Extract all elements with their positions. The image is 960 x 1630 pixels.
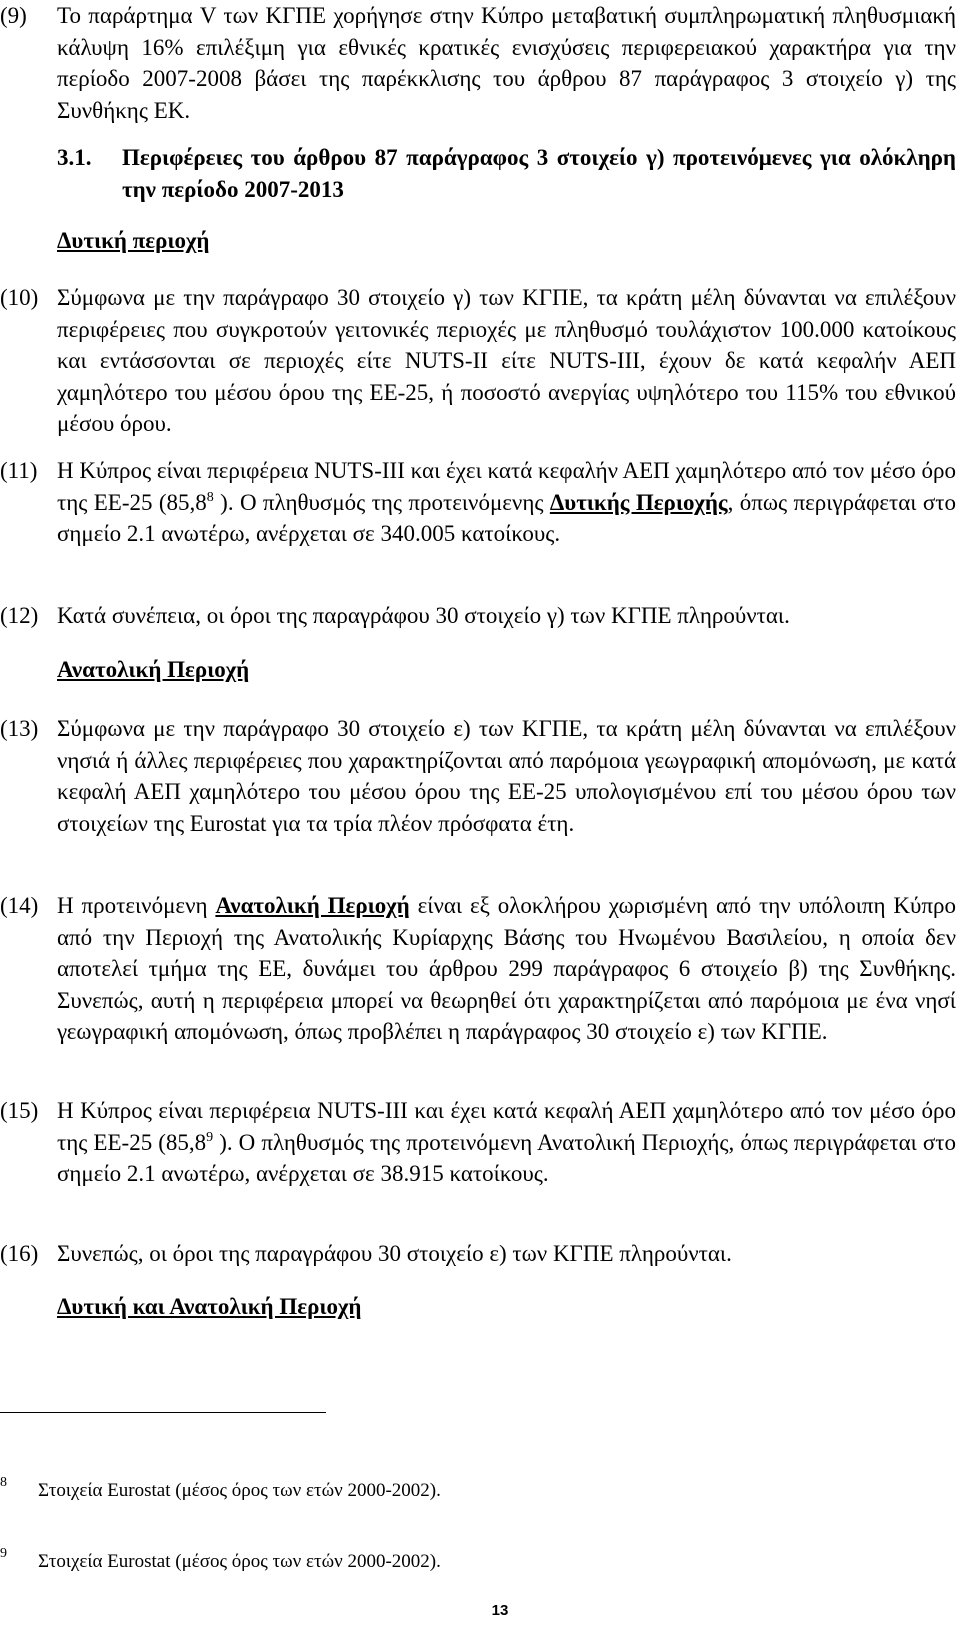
footnote-9 <box>0 1546 441 1574</box>
paragraph-15 <box>0 1095 956 1190</box>
paragraph-text: Η προτεινόμενη Ανατολική Περιοχή είναι εξ ολοκλήρου χωρισμένη από την υπόλοιπη Κύπρο από την Περιοχή της Ανατολικής Κυρίαρχης Βάσης του Ηνωμένου Βασιλείου, η οποία δεν αποτελεί τμήμα της ΕΕ, δυνάμει του άρθρου 299 παράγραφος 6 στοιχείο β) της Συνθήκης. Συνεπώς, αυτή η περιφέρεια μπορεί να θεωρηθεί ότι χαρακτηρίζεται από παρόμοια με ένα νησί γεωγραφική απομόνωση, όπως προβλέπει η παράγραφος 30 στοιχείο ε) των ΚΓΠΕ. <box>57 893 957 1044</box>
paragraph-14 <box>0 890 956 1048</box>
paragraph-text: Συνεπώς, οι όροι της παραγράφου 30 στοιχείο ε) των ΚΓΠΕ πληρούνται. <box>57 1241 732 1266</box>
paragraph-12 <box>0 600 956 632</box>
west-region-bold: Δυτικής Περιοχής <box>549 489 728 515</box>
section-number: 3.1. <box>57 145 92 170</box>
east-region-bold: Ανατολική Περιοχή <box>215 893 410 918</box>
east-region-heading: Ανατολική Περιοχή <box>57 657 250 682</box>
footnote-ref-9: 9 <box>206 1129 214 1145</box>
paragraph-text: Η Κύπρος είναι περιφέρεια NUTS-III και έχει κατά κεφαλή ΑΕΠ χαμηλότερο από τον μέσο όρο της ΕΕ-25 (85,8$^9$ ). Ο πληθυσμός της προτεινόμενη Ανατολική Περιοχής, όπως περιγράφεται στο σημείο 2.1 ανωτέρω, ανέρχεται σε 38.915 κατοίκους. <box>57 1098 956 1186</box>
section-heading <box>57 142 956 205</box>
paragraph-number: (10) <box>0 285 39 310</box>
footnote-text: Στοιχεία Eurostat (μέσος όρος των ετών 2000-2002). <box>38 1480 441 1501</box>
paragraph-text: Το παράρτημα V των ΚΓΠΕ χορήγησε στην Κύπρο μεταβατική συμπληρωματική πληθυσμιακή κάλυψη 16% επιλέξιμη για εθνικές κρατικές ενισχύσεις περιφερειακού χαρακτήρα για την περίοδο 2007-2008 βάσει της παρέκκλισης του άρθρου 87 παράγραφος 3 στοιχείο γ) της Συνθήκης ΕΚ. <box>57 3 956 123</box>
section-title: Περιφέρειες του άρθρου 87 παράγραφος 3 στοιχείο γ) προτεινόμενες για ολόκληρη την περίοδο 2007-2013 <box>122 145 956 202</box>
footnote-number: 8 <box>0 1475 7 1490</box>
footnote-number: 9 <box>0 1546 7 1561</box>
footnote-ref-8: 8 <box>206 489 214 505</box>
paragraph-16 <box>0 1238 956 1270</box>
paragraph-text: Σύμφωνα με την παράγραφο 30 στοιχείο ε) των ΚΓΠΕ, τα κράτη μέλη δύνανται να επιλέξουν νησιά ή άλλες περιφέρειες που χαρακτηρίζονται από παρόμοια γεωγραφική απομόνωση, με κατά κεφαλή ΑΕΠ χαμηλότερο του μέσου όρου της ΕΕ-25 υπολογισμένου επί του μέσου όρου των στοιχείων της Eurostat για τα τρία πλέον πρόσφατα έτη. <box>57 716 956 836</box>
paragraph-10 <box>0 282 956 440</box>
footnote-separator <box>0 1412 326 1413</box>
paragraph-13 <box>0 713 956 839</box>
paragraph-number: (16) <box>0 1241 39 1266</box>
paragraph-11 <box>0 455 956 550</box>
paragraph-number: (9) <box>0 3 27 28</box>
paragraph-number: (15) <box>0 1098 39 1123</box>
footnote-8 <box>0 1475 441 1503</box>
paragraph-text: Η Κύπρος είναι περιφέρεια NUTS-III και έχει κατά κεφαλήν ΑΕΠ χαμηλότερο από τον μέσο όρο της ΕΕ-25 (85,8$^8$ ). Ο πληθυσμός της προτεινόμενης Δυτικής Περιοχής, όπως περιγράφεται στο σημείο 2.1 ανωτέρω, ανέρχεται σε 340.005 κατοίκους. <box>57 458 957 546</box>
paragraph-number: (13) <box>0 716 39 741</box>
paragraph-text: Σύμφωνα με την παράγραφο 30 στοιχείο γ) των ΚΓΠΕ, τα κράτη μέλη δύνανται να επιλέξουν περιφέρειες που συγκροτούν γειτονικές περιοχές με πληθυσμό τουλάχιστον 100.000 κατοίκους και εντάσσονται σε περιοχές είτε NUTS-II είτε NUTS-III, έχουν δε κατά κεφαλήν ΑΕΠ χαμηλότερο του μέσου όρου της ΕΕ-25, ή ποσοστό ανεργίας υψηλότερο του 115% του εθνικού μέσου όρου. <box>57 285 956 436</box>
paragraph-number: (14) <box>0 893 39 918</box>
west-region-heading: Δυτική περιοχή <box>57 228 210 253</box>
west-east-region-heading: Δυτική και Ανατολική Περιοχή <box>57 1294 362 1319</box>
footnote-text: Στοιχεία Eurostat (μέσος όρος των ετών 2000-2002). <box>38 1551 441 1572</box>
paragraph-text: Κατά συνέπεια, οι όροι της παραγράφου 30 στοιχείο γ) των ΚΓΠΕ πληρούνται. <box>57 603 790 628</box>
paragraph-number: (11) <box>0 458 38 483</box>
page-number: 13 <box>491 1602 509 1619</box>
paragraph-number: (12) <box>0 603 39 628</box>
paragraph-9 <box>0 0 956 126</box>
